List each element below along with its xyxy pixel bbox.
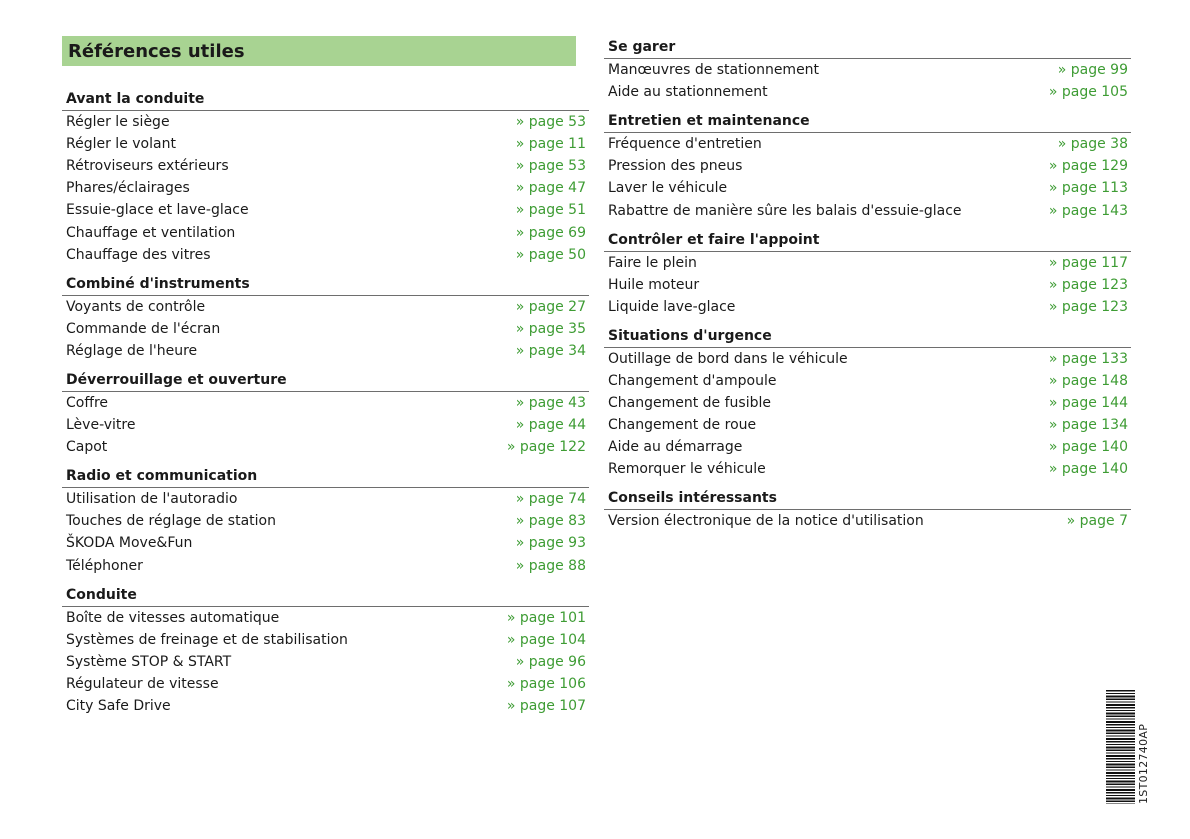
item-label: Chauffage et ventilation <box>66 224 236 241</box>
list-item <box>62 199 589 221</box>
list-item <box>604 59 1131 81</box>
section <box>604 229 1131 318</box>
list-item <box>604 370 1131 392</box>
list-item <box>62 607 589 629</box>
section <box>604 325 1131 481</box>
page-reference-link[interactable]: » page 44 <box>515 417 586 434</box>
page-reference-link[interactable]: » page 133 <box>1048 350 1128 367</box>
left-column <box>62 88 589 724</box>
list-item <box>62 436 589 458</box>
page-reference-link[interactable]: » page 27 <box>515 298 586 315</box>
item-label: Réglage de l'heure <box>66 342 198 359</box>
list-item <box>62 340 589 362</box>
section <box>62 273 589 362</box>
item-label: Changement d'ampoule <box>608 372 777 389</box>
page-title: Références utiles <box>62 36 576 66</box>
list-item <box>604 155 1131 177</box>
item-label: Régulateur de vitesse <box>66 675 219 692</box>
item-label: Aide au stationnement <box>608 84 768 101</box>
list-item <box>604 436 1131 458</box>
section <box>62 88 589 266</box>
item-label: Systèmes de freinage et de stabilisation <box>66 631 348 648</box>
section-heading: Conduite <box>62 584 589 607</box>
list-item <box>62 392 589 414</box>
list-item <box>62 244 589 266</box>
item-label: Manœuvres de stationnement <box>608 62 820 79</box>
barcode-icon <box>1106 690 1135 804</box>
page-reference-link[interactable]: » page 74 <box>515 491 586 508</box>
section-heading: Conseils intéressants <box>604 487 1131 510</box>
list-item <box>604 81 1131 103</box>
page-reference-link[interactable]: » page 47 <box>515 180 586 197</box>
section-heading: Combiné d'instruments <box>62 273 589 296</box>
right-column <box>604 36 1131 540</box>
list-item <box>604 274 1131 296</box>
section-heading: Se garer <box>604 36 1131 59</box>
section-heading: Entretien et maintenance <box>604 110 1131 133</box>
page-reference-link[interactable]: » page 104 <box>506 631 586 648</box>
item-label: City Safe Drive <box>66 698 171 715</box>
page-reference-link[interactable]: » page 96 <box>515 653 586 670</box>
page-reference-link[interactable]: » page 99 <box>1057 62 1128 79</box>
list-item <box>604 414 1131 436</box>
page-reference-link[interactable]: » page 7 <box>1066 513 1128 530</box>
item-label: Régler le volant <box>66 136 176 153</box>
section-heading: Déverrouillage et ouverture <box>62 369 589 392</box>
page-reference-link[interactable]: » page 148 <box>1048 372 1128 389</box>
list-item <box>62 629 589 651</box>
page-reference-link[interactable]: » page 107 <box>506 698 586 715</box>
item-label: Faire le plein <box>608 254 697 271</box>
list-item <box>62 673 589 695</box>
list-item <box>62 695 589 717</box>
item-label: Utilisation de l'autoradio <box>66 491 238 508</box>
list-item <box>62 510 589 532</box>
page-reference-link[interactable]: » page 105 <box>1048 84 1128 101</box>
section <box>62 369 589 458</box>
item-label: Huile moteur <box>608 276 700 293</box>
list-item <box>604 252 1131 274</box>
list-item <box>62 488 589 510</box>
page-reference-link[interactable]: » page 53 <box>515 114 586 131</box>
list-item <box>62 296 589 318</box>
list-item <box>604 348 1131 370</box>
page-reference-link[interactable]: » page 38 <box>1057 136 1128 153</box>
item-label: Système STOP & START <box>66 653 232 670</box>
page-reference-link[interactable]: » page 123 <box>1048 276 1128 293</box>
page-reference-link[interactable]: » page 143 <box>1048 202 1128 219</box>
item-label: Voyants de contrôle <box>66 298 206 315</box>
item-label: Outillage de bord dans le véhicule <box>608 350 848 367</box>
item-label: Commande de l'écran <box>66 320 221 337</box>
item-label: Boîte de vitesses automatique <box>66 609 280 626</box>
section-heading: Avant la conduite <box>62 88 589 111</box>
section-heading: Radio et communication <box>62 465 589 488</box>
section <box>604 36 1131 103</box>
page-reference-link[interactable]: » page 83 <box>515 513 586 530</box>
page-reference-link[interactable]: » page 106 <box>506 675 586 692</box>
page-reference-link[interactable]: » page 43 <box>515 394 586 411</box>
section <box>604 487 1131 532</box>
list-item <box>62 221 589 243</box>
page-reference-link[interactable]: » page 53 <box>515 158 586 175</box>
page-reference-link[interactable]: » page 34 <box>515 342 586 359</box>
list-item <box>62 651 589 673</box>
page-reference-link[interactable]: » page 123 <box>1048 298 1128 315</box>
item-label: Téléphoner <box>66 557 143 574</box>
list-item <box>604 392 1131 414</box>
item-label: Touches de réglage de station <box>66 513 276 530</box>
page-reference-link[interactable]: » page 129 <box>1048 158 1128 175</box>
page-reference-link[interactable]: » page 88 <box>515 557 586 574</box>
section-heading: Situations d'urgence <box>604 325 1131 348</box>
page-reference-link[interactable]: » page 113 <box>1048 180 1128 197</box>
item-label: Laver le véhicule <box>608 180 728 197</box>
page-reference-link[interactable]: » page 117 <box>1048 254 1128 271</box>
section <box>62 584 589 717</box>
item-label: Chauffage des vitres <box>66 246 211 263</box>
page-reference-link[interactable]: » page 122 <box>506 439 586 456</box>
item-label: Changement de roue <box>608 417 757 434</box>
list-item <box>604 458 1131 480</box>
list-item <box>604 296 1131 318</box>
page-reference-link[interactable]: » page 144 <box>1048 395 1128 412</box>
page-reference-link[interactable]: » page 140 <box>1048 461 1128 478</box>
page-reference-link[interactable]: » page 51 <box>515 202 586 219</box>
list-item <box>62 555 589 577</box>
barcode-number: 1ST012740AP <box>1137 723 1150 804</box>
item-label: Phares/éclairages <box>66 180 190 197</box>
list-item <box>62 155 589 177</box>
item-label: Aide au démarrage <box>608 439 743 456</box>
page-reference-link[interactable]: » page 134 <box>1048 417 1128 434</box>
section <box>62 465 589 576</box>
list-item <box>604 133 1131 155</box>
list-item <box>604 510 1131 532</box>
item-label: Essuie-glace et lave-glace <box>66 202 249 219</box>
item-label: Rabattre de manière sûre les balais d'essuie-glace <box>608 202 962 219</box>
list-item <box>62 318 589 340</box>
page-reference-link[interactable]: » page 11 <box>515 136 586 153</box>
item-label: ŠKODA Move&Fun <box>66 535 193 552</box>
page-reference-link[interactable]: » page 140 <box>1048 439 1128 456</box>
item-label: Lève-vitre <box>66 417 136 434</box>
list-item <box>604 177 1131 199</box>
item-label: Rétroviseurs extérieurs <box>66 158 229 175</box>
list-item <box>62 133 589 155</box>
item-label: Pression des pneus <box>608 158 743 175</box>
item-label: Régler le siège <box>66 114 170 131</box>
item-label: Fréquence d'entretien <box>608 136 762 153</box>
item-label: Liquide lave-glace <box>608 298 736 315</box>
list-item <box>604 199 1131 221</box>
page-reference-link[interactable]: » page 93 <box>515 535 586 552</box>
section-heading: Contrôler et faire l'appoint <box>604 229 1131 252</box>
page-reference-link[interactable]: » page 69 <box>515 224 586 241</box>
page-reference-link[interactable]: » page 35 <box>515 320 586 337</box>
list-item <box>62 532 589 554</box>
page-reference-link[interactable]: » page 101 <box>506 609 586 626</box>
section <box>604 110 1131 221</box>
item-label: Capot <box>66 439 108 456</box>
page-reference-link[interactable]: » page 50 <box>515 246 586 263</box>
list-item <box>62 177 589 199</box>
item-label: Remorquer le véhicule <box>608 461 766 478</box>
item-label: Version électronique de la notice d'utilisation <box>608 513 924 530</box>
list-item <box>62 414 589 436</box>
item-label: Changement de fusible <box>608 395 771 412</box>
item-label: Coffre <box>66 394 109 411</box>
list-item <box>62 111 589 133</box>
